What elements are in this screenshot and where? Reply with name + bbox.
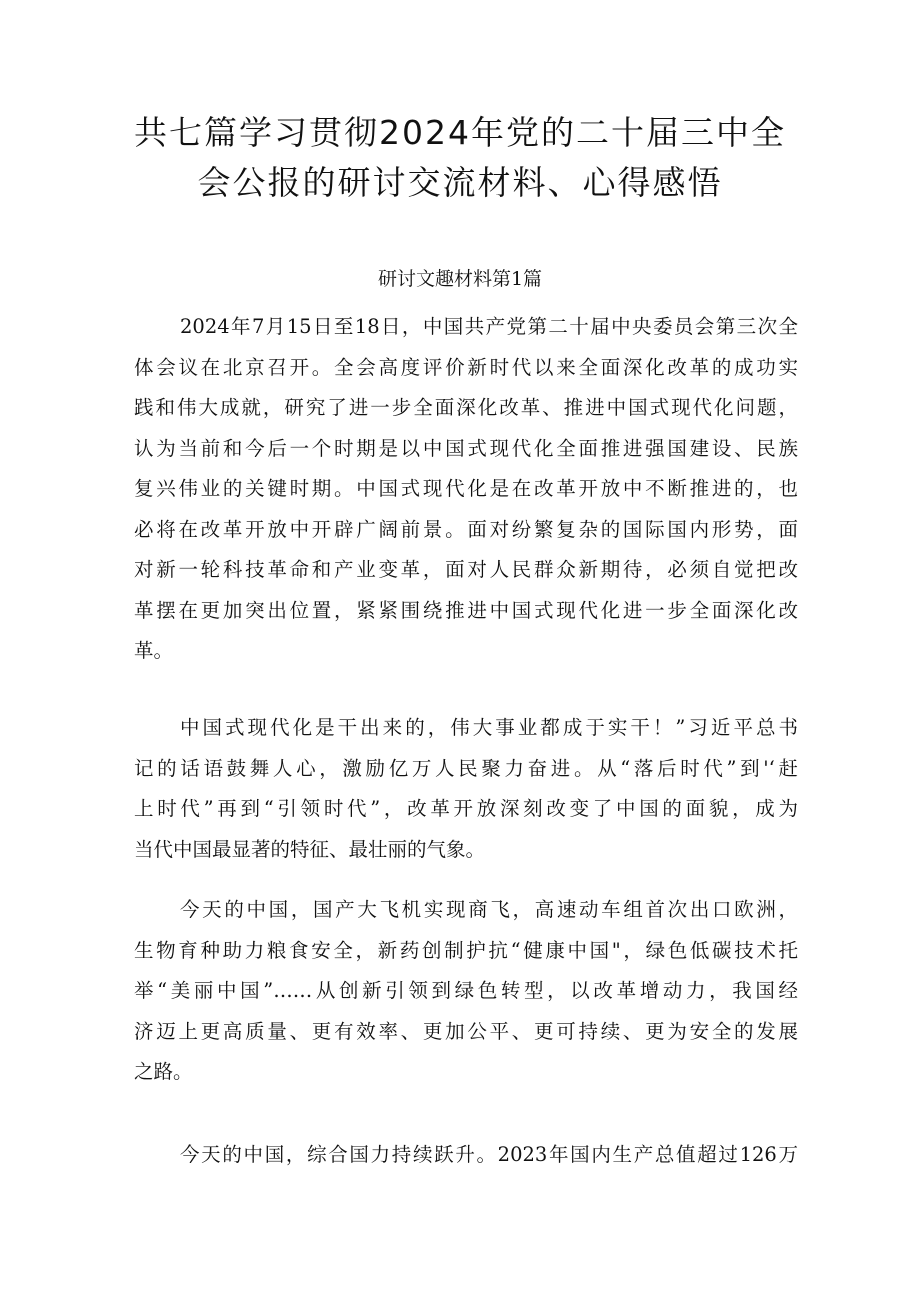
paragraph-line: 今天的中国，综合国力持续跃升。2023年国内生产总值超过126万	[180, 1143, 798, 1166]
paragraph-line: 体会议在北京召开。全会高度评价新时代以来全面深化改革的成功实	[134, 355, 798, 379]
paragraph-line: 践和伟大成就，研究了进一步全面深化改革、推进中国式现代化问题，	[134, 396, 798, 419]
paragraph-line: 上时代”再到“引领时代”，改革开放深刻改变了中国的面貌，成为	[134, 797, 798, 820]
paragraph-line: 必将在改革开放中开辟广阔前景。面对纷繁复杂的国际国内形势，面	[134, 517, 798, 541]
paragraph-line: 生物育种助力粮食安全，新药创制护抗“健康中国"，绿色低碳技术托	[134, 938, 798, 962]
paragraph-line: 之路。	[134, 1060, 193, 1083]
section-subtitle: 研讨文趣材料第1篇	[377, 268, 543, 290]
title-line: 共七篇学习贯彻2024年党的二十届三中全	[134, 113, 786, 152]
paragraph-line: 对新一轮科技革命和产业变革，面对人民群众新期待，必须自觉把改	[134, 558, 798, 581]
paragraph-line: 今天的中国，国产大飞机实现商飞，高速动车组首次出口欧洲，	[180, 898, 798, 921]
paragraph-line: 革。	[134, 639, 174, 662]
paragraph	[134, 307, 798, 672]
paragraph-line: 当代中国最显著的特征、最壮丽的气象。	[134, 837, 486, 861]
paragraph-line: 举“美丽中国”……从创新引领到绿色转型，以改革增动力，我国经	[134, 979, 798, 1002]
title-line: 会公报的研讨交流材料、心得感悟	[197, 163, 723, 202]
paragraph-line: 革摆在更加突出位置，紧紧围绕推进中国式现代化进一步全面深化改	[134, 598, 798, 622]
paragraph-line: 复兴伟业的关键时期。中国式现代化是在改革开放中不断推进的，也	[134, 477, 798, 500]
paragraph	[134, 1135, 798, 1176]
paragraph-line: 记的话语鼓舞人心，激励亿万人民聚力奋进。从“落后时代”到'‘赶	[134, 756, 798, 780]
paragraph	[134, 708, 798, 870]
paragraph-line: 2024年7月15日至18日，中国共产党第二十届中央委员会第三次全	[180, 315, 798, 338]
paragraph-line: 中国式现代化是干出来的，伟大事业都成于实干！”习近平总书	[180, 716, 798, 739]
paragraph-line: 济迈上更高质量、更有效率、更加公平、更可持续、更为安全的发展	[134, 1019, 798, 1043]
document-title	[110, 108, 810, 208]
paragraph-line: 认为当前和今后一个时期是以中国式现代化全面推进强国建设、民族	[134, 436, 798, 460]
paragraph	[134, 890, 798, 1093]
